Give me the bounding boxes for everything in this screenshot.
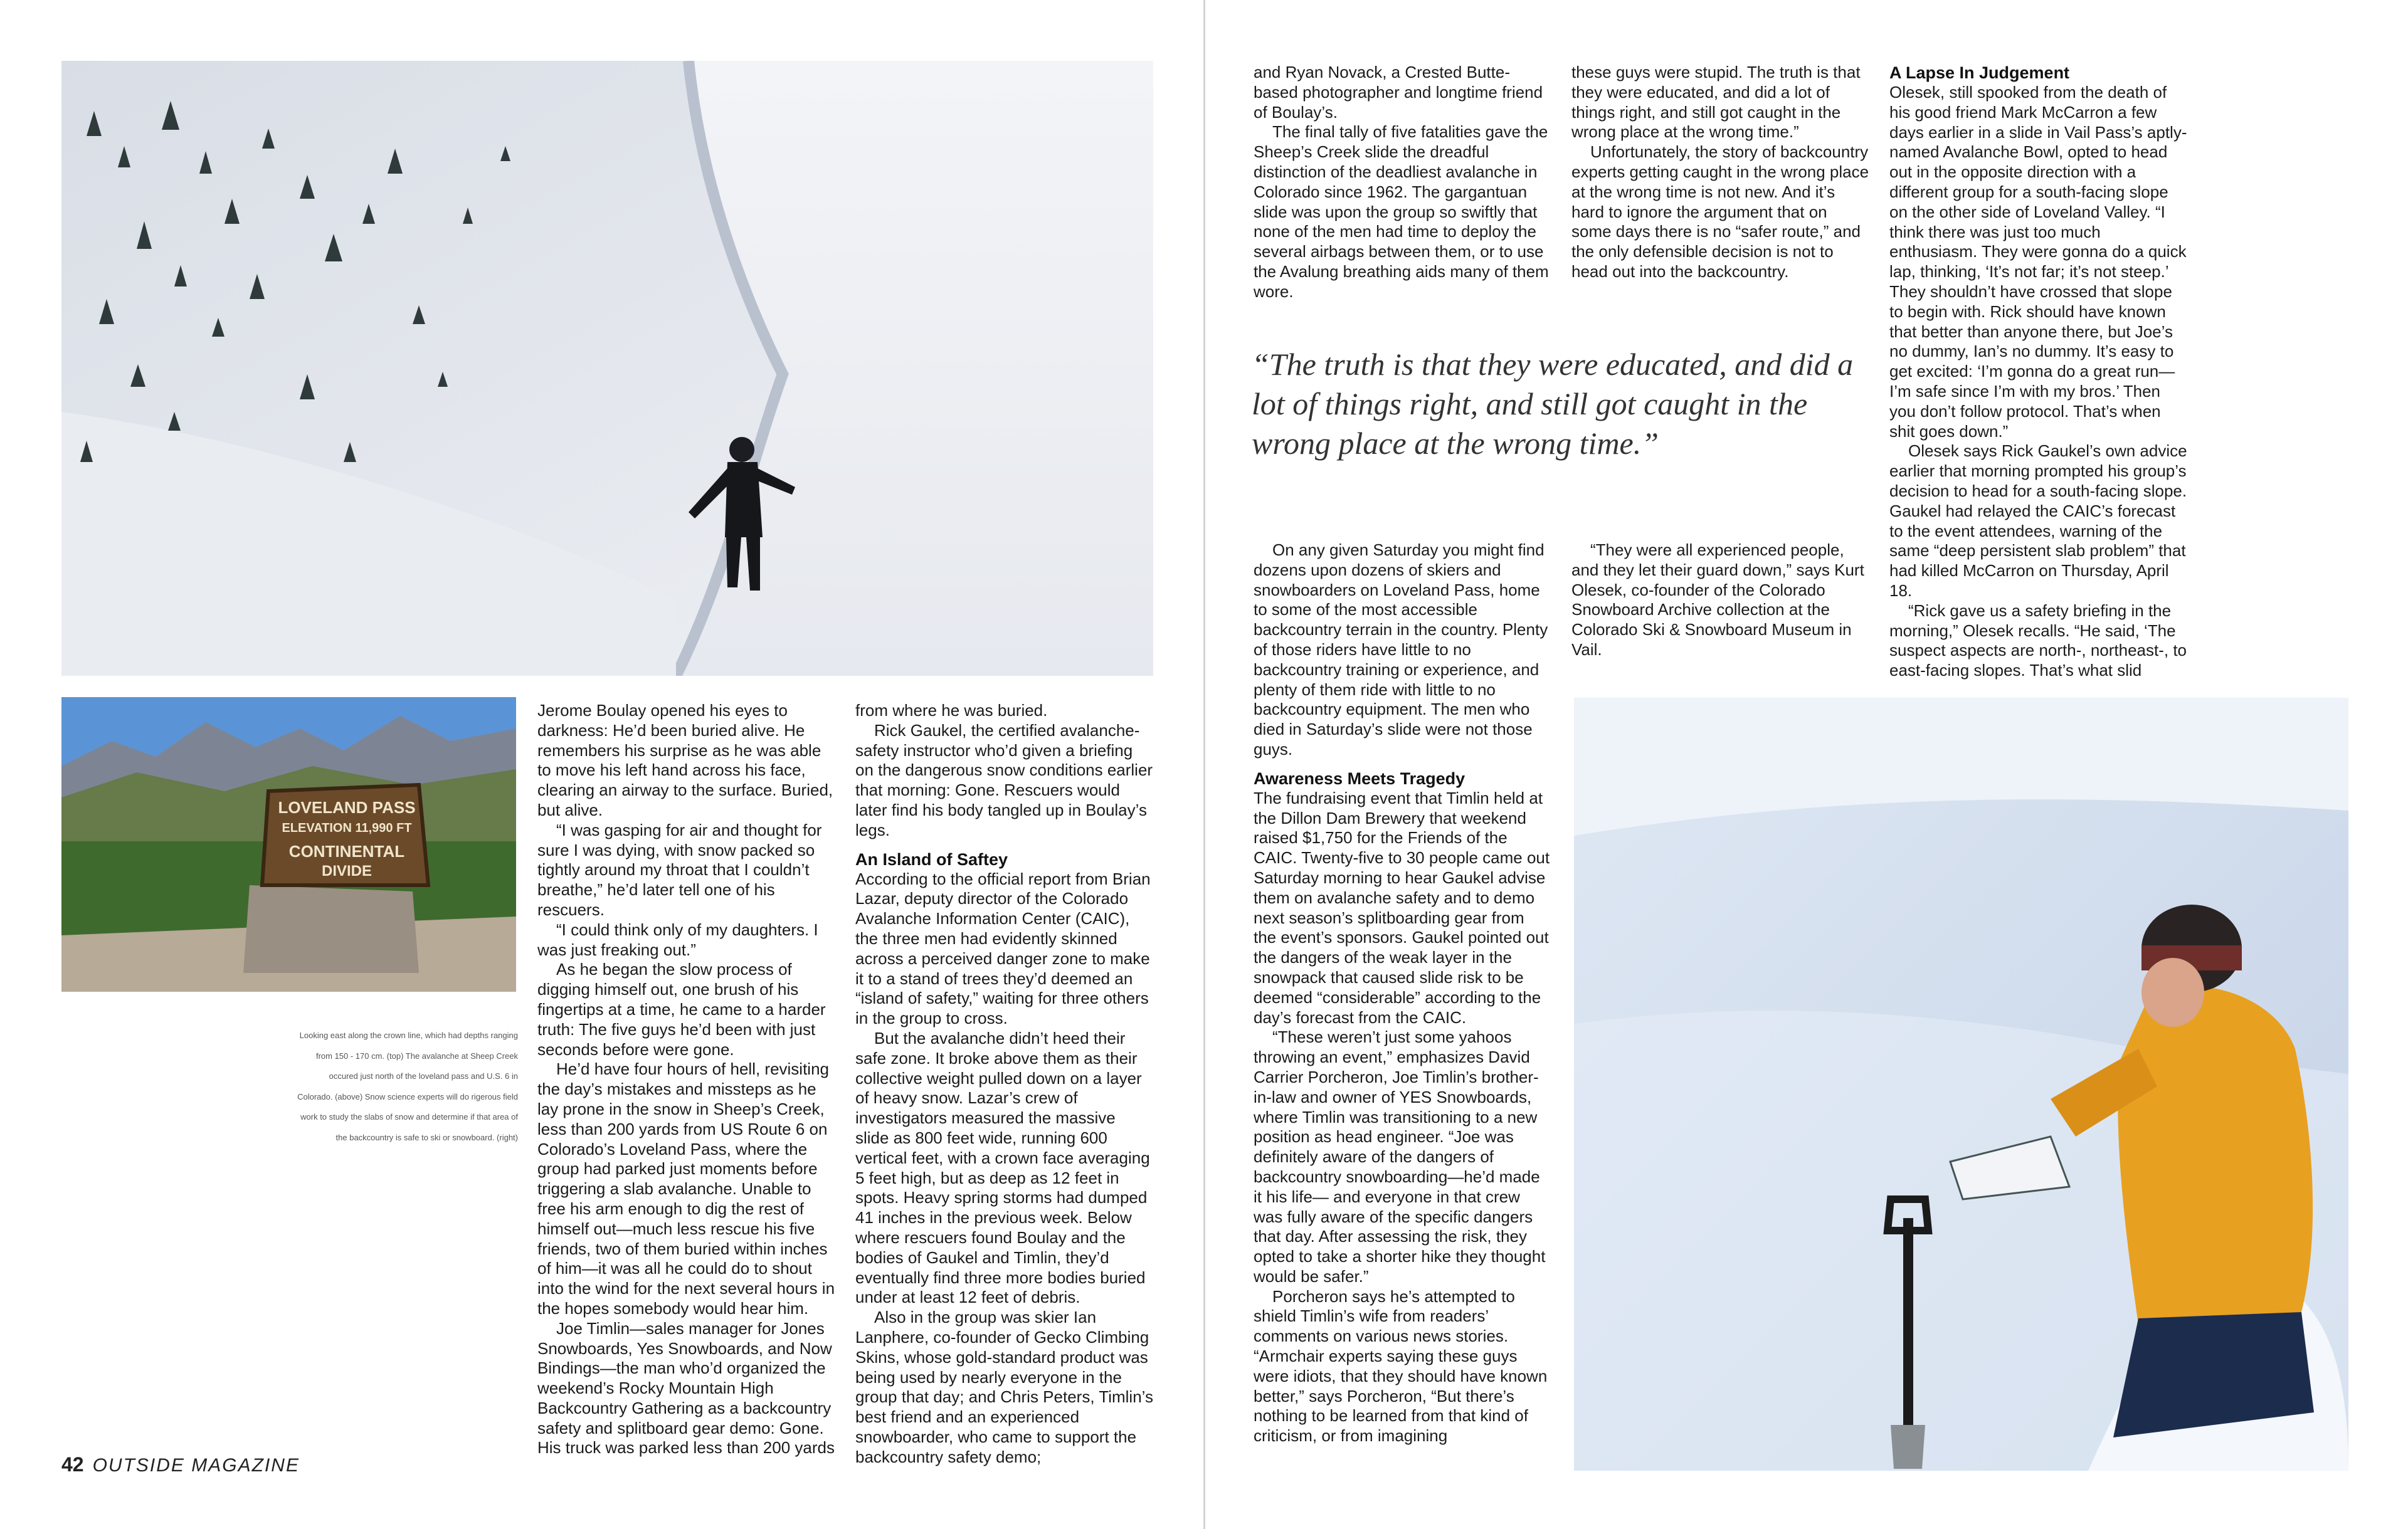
body-column-3	[1254, 63, 1551, 302]
paragraph: Rick Gaukel, the certified avalanche-safety instructor who’d given a briefing on the dangerous snow conditions earlier that morning: Gone. Rescuers would later find his body tangled up in Boulay’s legs.	[855, 720, 1153, 839]
paragraph: According to the official report from Brian Lazar, deputy director of the Colorado Avalanche Information Center (CAIC), the three men had evidently skinned across a perceived danger zone to make it to a stand of trees they’d deemed an “island of safety,” waiting for three others in the group to cross.	[855, 869, 1151, 1028]
paragraph: “Rick gave us a safety briefing in the morning,” Olesek recalls. “He said, ‘The suspect aspects are north-, northeast-, to east-facing slopes. That’s what slid	[1889, 601, 2187, 680]
paragraph: But the avalanche didn’t heed their safe zone. It broke above them as their collective weight pulled down on a layer of heavy snow. Lazar’s crew of investigators measured the massive slide as 800 feet wide, running 600 vertical feet, with a crown face averaging 5 feet high, but as deep as 12 feet in spots. Heavy spring storms had dumped 41 inches in the previous week. Below where rescuers found Boulay and the bodies of Gaukel and Timlin, they’d eventually find three more bodies buried under at least 12 feet of debris.	[855, 1028, 1150, 1307]
paragraph: Jerome Boulay opened his eyes to darkness: He’d been buried alive. He remembers his surprise as he was able to move his left hand across his face, clearing an airway to the surface. Buried, but alive.	[537, 701, 833, 819]
body-column-2	[855, 701, 1153, 1467]
paragraph: and Ryan Novack, a Crested Butte-based photographer and longtime friend of Boulay’s.	[1254, 63, 1543, 122]
svg-text:CONTINENTAL: CONTINENTAL	[288, 842, 405, 861]
paragraph: from where he was buried.	[855, 701, 1048, 720]
paragraph: The final tally of five fatalities gave the Sheep’s Creek slide the dreadful distinction of the deadliest avalanche in Colorado since 1962. The gargantuan slide was upon the group so swiftly that none of the men had time to deploy the several airbags between them, or to use the Avalung breathing aids many of them wore.	[1254, 122, 1549, 301]
magazine-name: OUTSIDE MAGAZINE	[92, 1455, 300, 1476]
body-column-3b	[1254, 540, 1551, 1446]
paragraph: On any given Saturday you might find dozens upon dozens of skiers and snowboarders on Loveland Pass, home to some of the most accessible backcountry terrain in the country. Plenty of those riders have little to no backcountry training or experience, and plenty of them ride with little to no backcountry equipment. The men who died in Saturday’s slide were not those guys.	[1254, 540, 1548, 759]
paragraph: Olesek, still spooked from the death of his good friend Mark McCarron a few days earlier in a slide in Vail Pass’s aptly-named Avalanche Bowl, opted to head out in the opposite direction with a different group for a south-facing slope on the other side of Loveland Valley. “I think there was just too much enthusiasm. They were gonna do a quick lap, thinking, ‘It’s not far; it’s not steep.’ They shouldn’t have crossed that slope to begin with. Rick should have known that better than anyone there, but Joe’s no dummy, Ian’s no dummy. It’s easy to get excited: ‘I’m gonna do a great run—I’m safe since I’m with my bros.’ Then you don’t follow protocol. That’s when shit goes down.”	[1889, 83, 2187, 441]
page-folio	[61, 1453, 300, 1476]
svg-text:ELEVATION 11,990 FT: ELEVATION 11,990 FT	[282, 821, 412, 835]
spread-gutter	[1203, 0, 1205, 1529]
body-column-5	[1889, 63, 2187, 681]
svg-text:DIVIDE: DIVIDE	[321, 863, 372, 880]
paragraph: “These weren’t just some yahoos throwing an event,” emphasizes David Carrier Porcheron, Joe Timlin’s brother-in-law and owner of YES Snowboards, where Timlin was transitioning to a new position as head engineer. “Joe was definitely aware of the dangers of backcountry snowboarding—he’d made it his life— and everyone in that crew was fully aware of the specific dangers that day. After assessing the risk, they opted to take a shorter hike they thought would be safer.”	[1254, 1027, 1546, 1286]
svg-text:LOVELAND PASS: LOVELAND PASS	[278, 798, 416, 817]
body-column-4b	[1571, 540, 1869, 660]
section-heading: A Lapse In Judgement	[1889, 63, 2070, 82]
paragraph: these guys were stupid. The truth is that they were educated, and did a lot of things right, and still got caught in the wrong place at the wrong time.”	[1571, 63, 1861, 142]
section-heading: Awareness Meets Tragedy	[1254, 769, 1465, 788]
paragraph: Also in the group was skier Ian Lanphere, co-founder of Gecko Climbing Skins, whose gold-standard product was being used by nearly everyone in the group that day; and Chris Peters, Timlin’s best friend and an experienced snowboarder, who came to support the backcountry safety demo;	[855, 1308, 1153, 1466]
pull-quote: “The truth is that they were educated, and did a lot of things right, and still got caught in the wrong place at the wrong time.”	[1252, 347, 1854, 461]
paragraph: “I was gasping for air and thought for sure I was dying, with snow packed so tightly around my throat that I couldn’t breathe,” he’d later tell one of his rescuers.	[537, 820, 822, 919]
page-number: 42	[61, 1453, 84, 1476]
section-heading: An Island of Saftey	[855, 849, 1008, 869]
body-column-1	[537, 701, 835, 1458]
paragraph: Unfortunately, the story of backcountry experts getting caught in the wrong place at the wrong time is not new. And it’s hard to ignore the argument that on some days there is no “safer route,” and the only defensible decision is not to head out into the backcountry.	[1571, 142, 1869, 281]
paragraph: “I could think only of my daughters. I was just freaking out.”	[537, 920, 818, 959]
paragraph: Porcheron says he’s attempted to shield Timlin’s wife from readers’ comments on various news stories. “Armchair experts saying these guys were idiots, that they should have known better,” says Porcheron, “But there’s nothing to be learned from that kind of criticism, or from imagining	[1254, 1286, 1548, 1446]
paragraph: As he began the slow process of digging himself out, one brush of his fingertips at a time, he came to a harder truth: The five guys he’d been with just seconds before were gone.	[537, 960, 826, 1059]
paragraph: The fundraising event that Timlin held at the Dillon Dam Brewery that weekend raised $1,750 for the Friends of the CAIC. Twenty-five to 30 people came out Saturday morning to hear Gaukel advise them on avalanche safety and to demo next season’s splitboarding gear from the event’s sponsors. Gaukel pointed out the dangers of the weak layer in the snowpack that caused slide risk to be deemed “considerable” according to the day’s forecast from the CAIC.	[1254, 788, 1550, 1027]
paragraph: Joe Timlin—sales manager for Jones Snowboards, Yes Snowboards, and Now Bindings—the man who’d organized the weekend’s Rocky Mountain High Backcountry Gathering as a backcountry safety and splitboard gear demo: Gone. His truck was parked less than 200 yards	[537, 1318, 835, 1458]
loveland-pass-sign-photo	[61, 697, 516, 992]
photo-caption: Looking east along the crown line, which had depths ranging from 150 - 170 cm. (top) The avalanche at Sheep Creek occured just north of the loveland pass and U.S. 6 in Colorado. (above) Snow science experts will do rigerous field work to study the slabs of snow and determine if that area of the backcountry is safe to ski or snowboard. (right)	[297, 1031, 518, 1142]
crown-line-photo	[61, 61, 1153, 676]
paragraph: “They were all experienced people, and they let their guard down,” says Kurt Olesek, co-founder of the Colorado Snowboard Archive collection at the Colorado Ski & Snowboard Museum in Vail.	[1571, 540, 1864, 659]
snow-scientist-photo	[1574, 698, 2348, 1471]
body-column-4	[1571, 63, 1869, 282]
sign-board	[262, 785, 428, 885]
paragraph: He’d have four hours of hell, revisiting the day’s mistakes and missteps as he lay prone in the snow in Sheep’s Creek, less than 200 yards from US Route 6 on Colorado’s Loveland Pass, where the group had parked just moments before triggering a slab avalanche. Unable to free his arm enough to dig the rest of himself out—much less rescue his five friends, two of them buried within inches of him—it was all he could do to shout into the wind for the next several hours in the hopes somebody would hear him.	[537, 1059, 835, 1318]
paragraph: Olesek says Rick Gaukel’s own advice earlier that morning prompted his group’s decision to head for a south-facing slope. Gaukel had relayed the CAIC’s forecast to the event attendees, warning of the same “deep persistent slab problem” that had killed McCarron on Thursday, April 18.	[1889, 441, 2187, 600]
